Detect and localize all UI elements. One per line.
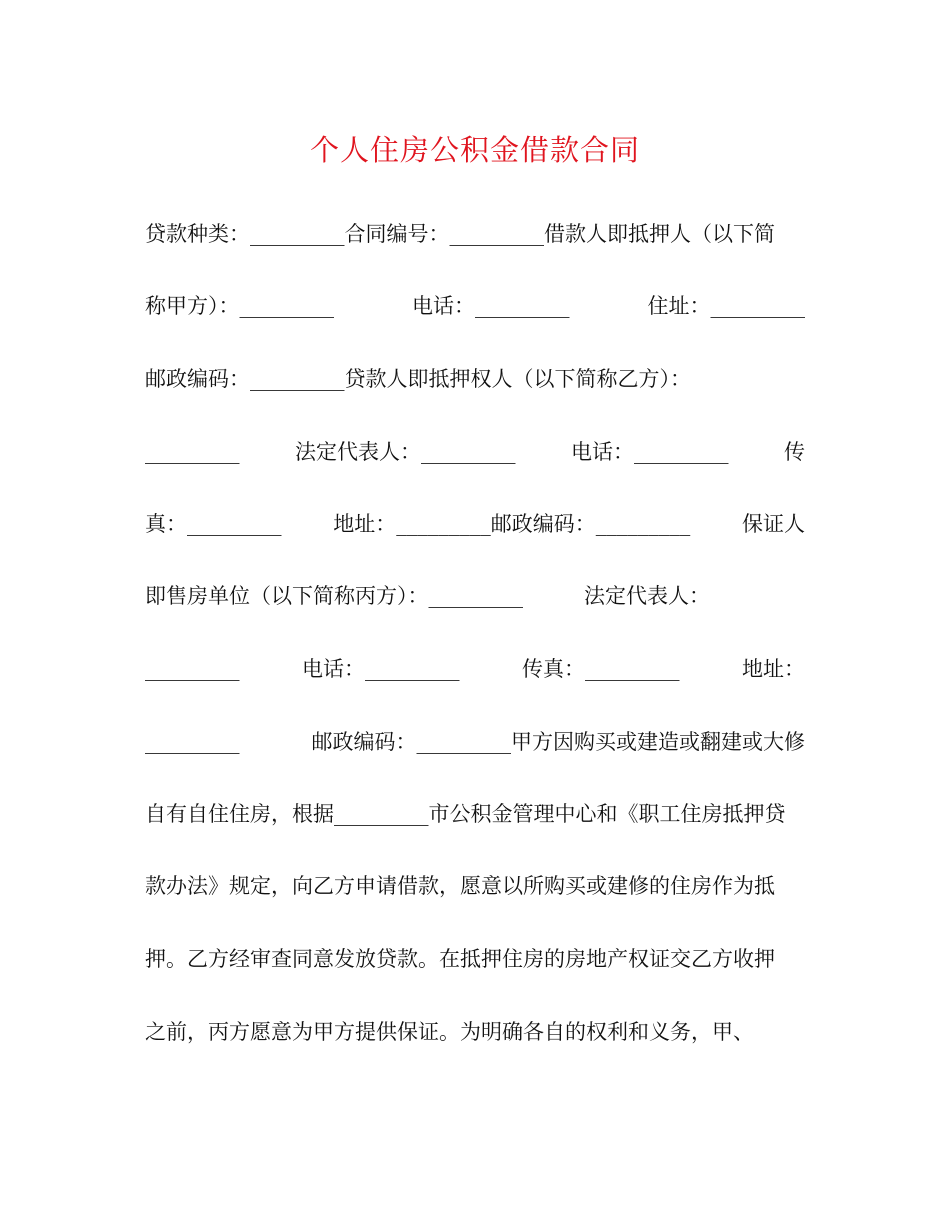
party-c-fax-field: 传真：_________ [522,657,680,681]
party-c-address-field: _________ [145,730,240,754]
line-text: 贷款种类：_________合同编号：_________借款人即抵押人（以下简 [145,222,775,246]
line-text: 之前，丙方愿意为甲方提供保证。为明确各自的权利和义务，甲、 [145,1020,754,1044]
party-c-representative-field: _________ [145,657,240,681]
party-a-address-field: 住址：_________ [647,294,805,318]
party-a-phone-field: 电话：_________ [412,294,570,318]
line-text: 传 [784,440,805,464]
document-title: 个人住房公积金借款合同 [309,133,640,167]
line-text: 押。乙方经审查同意发放贷款。在抵押住房的房地产权证交乙方收押 [145,947,775,971]
party-b-address-postcode-field: 地址：_________邮政编码：_________ [333,512,691,536]
paragraph-line-5 [145,504,805,544]
paragraph-line-12 [145,1012,805,1052]
line-text: 邮政编码：_________甲方因购买或建造或翻建或大修 [311,730,805,754]
paragraph-line-6 [145,576,805,616]
line-text: 自有自住住房，根据_________市公积金管理中心和《职工住房抵押贷 [145,802,786,826]
party-b-phone-field: 电话：_________ [571,440,729,464]
party-b-representative-field: 法定代表人：_________ [295,440,516,464]
paragraph-line-9 [145,794,805,834]
paragraph-line-10 [145,866,805,906]
paragraph-line-4 [145,432,805,472]
line-text: 保证人 [742,512,805,536]
party-c-phone-field: 电话：_________ [302,657,460,681]
party-b-name-field: _________ [145,440,240,464]
party-a-name-field: 称甲方）：_________ [145,294,334,318]
party-b-fax-field: 真：_________ [145,512,282,536]
paragraph-line-1 [145,214,805,254]
paragraph-line-7 [145,649,805,689]
party-c-representative-label: 法定代表人： [584,584,710,608]
paragraph-line-8 [145,722,805,762]
line-text: 邮政编码：_________贷款人即抵押权人（以下简称乙方）： [145,367,691,391]
party-c-name-field: 即售房单位（以下简称丙方）：_________ [145,584,523,608]
party-c-address-label: 地址： [742,657,805,681]
line-text: 款办法》规定，向乙方申请借款，愿意以所购买或建修的住房作为抵 [145,874,775,898]
paragraph-line-11 [145,939,805,979]
paragraph-line-2 [145,286,805,326]
paragraph-line-3 [145,359,805,399]
